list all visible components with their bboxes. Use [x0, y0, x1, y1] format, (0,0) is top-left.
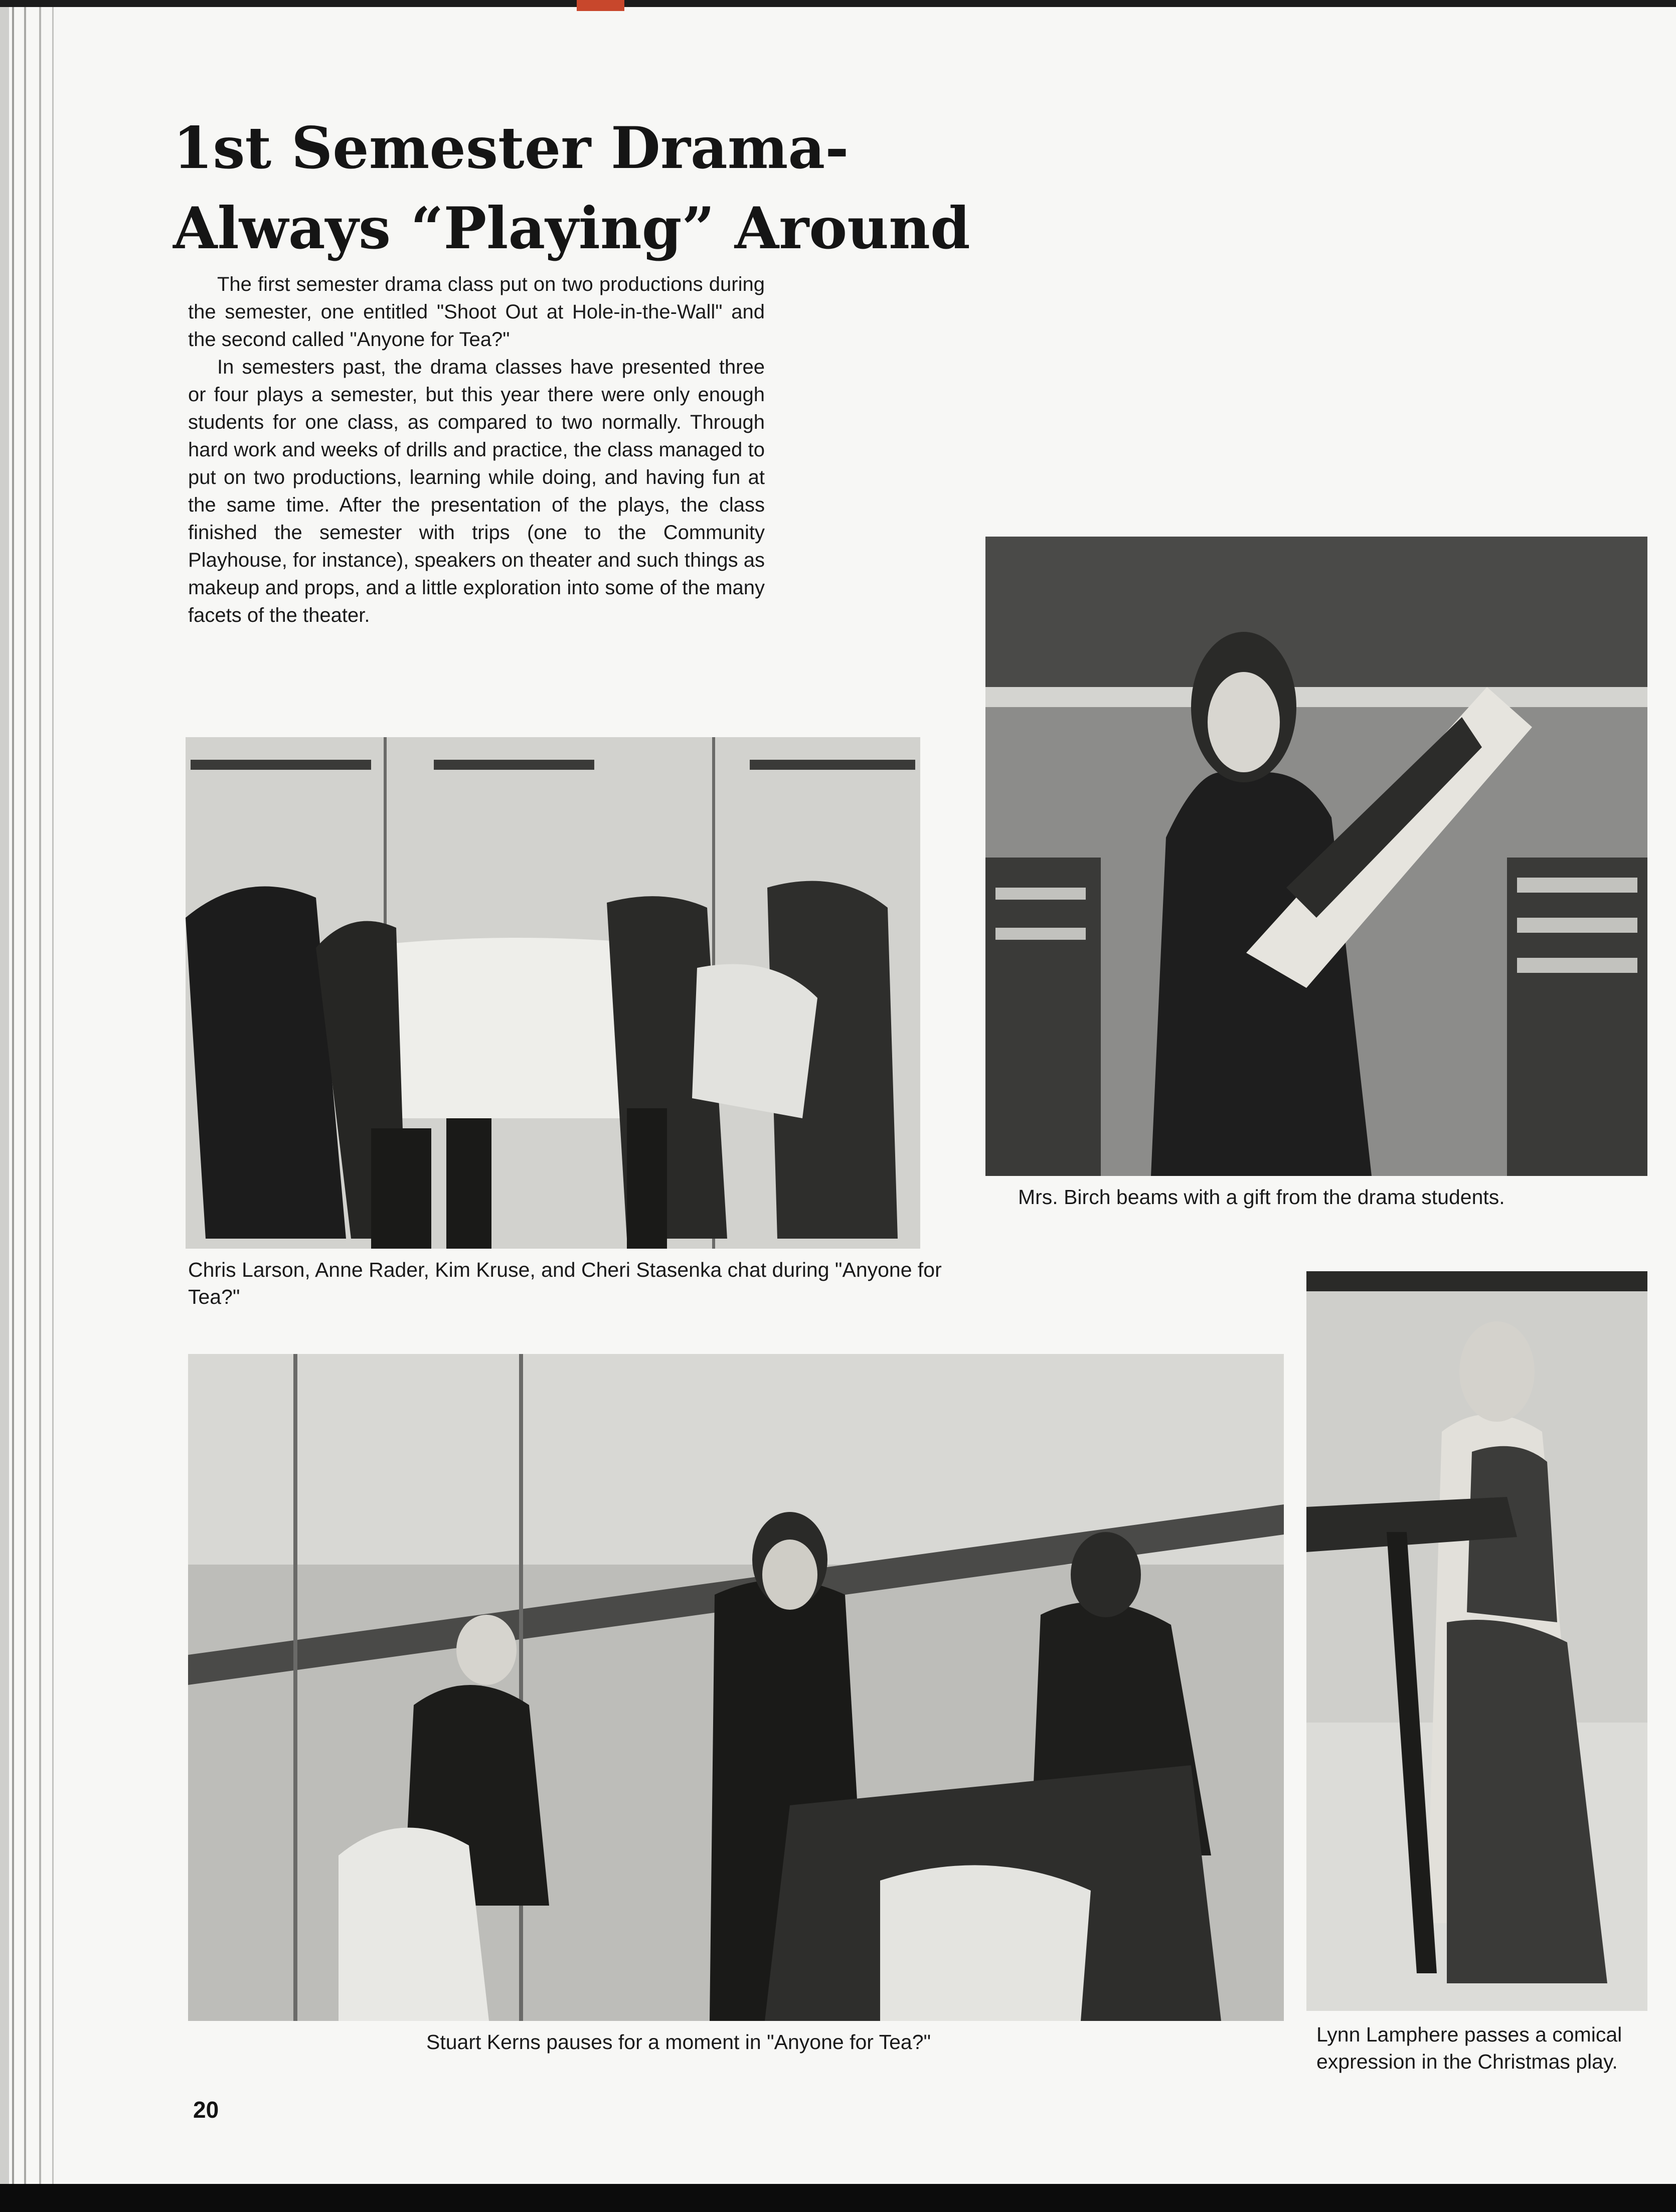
photo-stuart-kerns: [188, 1354, 1284, 2021]
bottom-edge-bar: [0, 2184, 1676, 2212]
page-edge-2: [12, 0, 14, 2212]
caption-mrs-birch: Mrs. Birch beams with a gift from the drama students.: [1018, 1185, 1505, 1209]
photo-lynn-lamphere: [1306, 1271, 1647, 2011]
page-edge-4: [39, 0, 41, 2212]
top-color-tab: [577, 0, 624, 11]
page-edge-1: [0, 0, 9, 2212]
photo-tea-party: [186, 737, 920, 1249]
article-body: [188, 271, 765, 629]
caption-stuart-kerns: Stuart Kerns pauses for a moment in "Anyone for Tea?": [426, 2030, 931, 2054]
article-paragraph: The first semester drama class put on two productions during the semester, one entitled "Shoot Out at Hole-in-the-Wall" and the second called "Anyone for Tea?": [188, 273, 765, 351]
page-title: [173, 108, 975, 268]
article-paragraph: In semesters past, the drama classes have presented three or four plays a semester, but this year there were only enough students for one class, as compared to two normally. Through hard work and weeks of drills and practice, the class managed to put on two productions, learning while doing, and having fun at the same time. After the presentation of the plays, the class finished the semester with trips (one to the Community Playhouse, for instance), speakers on theater and such things as makeup and props, and a little exploration into some of the many facets of the theater.: [188, 356, 765, 626]
title-line-1: 1st Semester Drama-: [173, 114, 849, 182]
title-line-2: Always “Playing” Around: [173, 195, 970, 262]
page-edge-3: [24, 0, 26, 2212]
page-edge-5: [52, 0, 54, 2212]
photo-mrs-birch: [985, 537, 1647, 1176]
top-edge-bar: [0, 0, 1676, 7]
page-number: 20: [193, 2097, 219, 2123]
caption-lynn-lamphere: Lynn Lamphere passes a comical expression in the Christmas play.: [1316, 2023, 1622, 2073]
caption-tea-party: Chris Larson, Anne Rader, Kim Kruse, and Cheri Stasenka chat during "Anyone for Tea?": [188, 1258, 942, 1308]
